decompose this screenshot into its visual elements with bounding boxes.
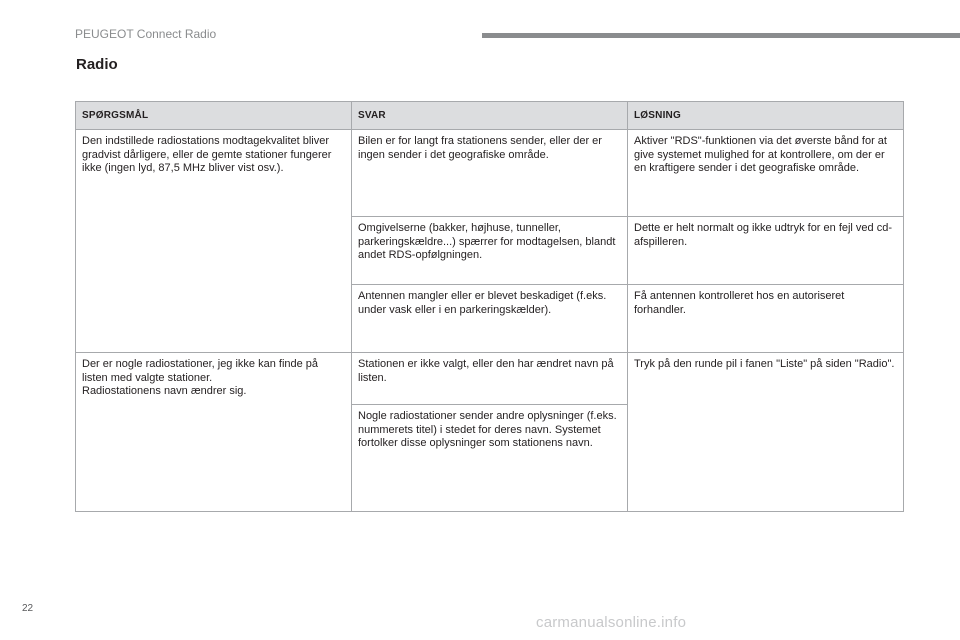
solution-cell: Få antennen kontrolleret hos en autoriseret forhandler.	[628, 285, 904, 353]
table-row	[76, 130, 904, 217]
column-header-question: SPØRGSMÅL	[76, 102, 352, 130]
solution-cell: Tryk på den runde pil i fanen "Liste" på siden "Radio".	[628, 353, 904, 512]
question-cell: Den indstillede radiostations modtagekvalitet bliver gradvist dårligere, eller de gemte stationer fungerer ikke (ingen lyd, 87,5 MHz bliver vist osv.).	[76, 130, 352, 353]
table-row	[76, 353, 904, 405]
question-text: Radiostationens navn ændrer sig.	[82, 385, 247, 397]
answer-cell: Bilen er for langt fra stationens sender, eller der er ingen sender i det geografiske område.	[352, 130, 628, 217]
column-header-solution: LØSNING	[628, 102, 904, 130]
page-number: 22	[22, 603, 34, 614]
answer-cell: Omgivelserne (bakker, højhuse, tunneller, parkeringskældre...) spærrer for modtagelsen, blandt andet RDS-opfølgningen.	[352, 217, 628, 285]
answer-cell: Nogle radiostationer sender andre oplysninger (f.eks. nummerets titel) i stedet for deres navn. Systemet fortolker disse oplysninger som stationens navn.	[352, 405, 628, 512]
answer-cell: Stationen er ikke valgt, eller den har ændret navn på listen.	[352, 353, 628, 405]
question-text: Der er nogle radiostationer, jeg ikke kan finde på listen med valgte stationer.	[82, 358, 319, 384]
answer-cell: Antennen mangler eller er blevet beskadiget (f.eks. under vask eller i en parkeringskælder).	[352, 285, 628, 353]
question-cell	[76, 353, 352, 512]
section-title: Radio	[76, 56, 118, 73]
solution-cell: Aktiver "RDS"-funktionen via det øverste bånd for at give systemet mulighed for at kontrollere, om der er en kraftigere sender i det geografiske område.	[628, 130, 904, 217]
solution-cell: Dette er helt normalt og ikke udtryk for en fejl ved cd-afspilleren.	[628, 217, 904, 285]
running-header: PEUGEOT Connect Radio	[75, 27, 217, 41]
faq-table	[75, 101, 904, 512]
header-bar	[482, 33, 960, 38]
column-header-answer: SVAR	[352, 102, 628, 130]
watermark: carmanualsonline.info	[536, 614, 687, 631]
table-header-row	[76, 102, 904, 130]
